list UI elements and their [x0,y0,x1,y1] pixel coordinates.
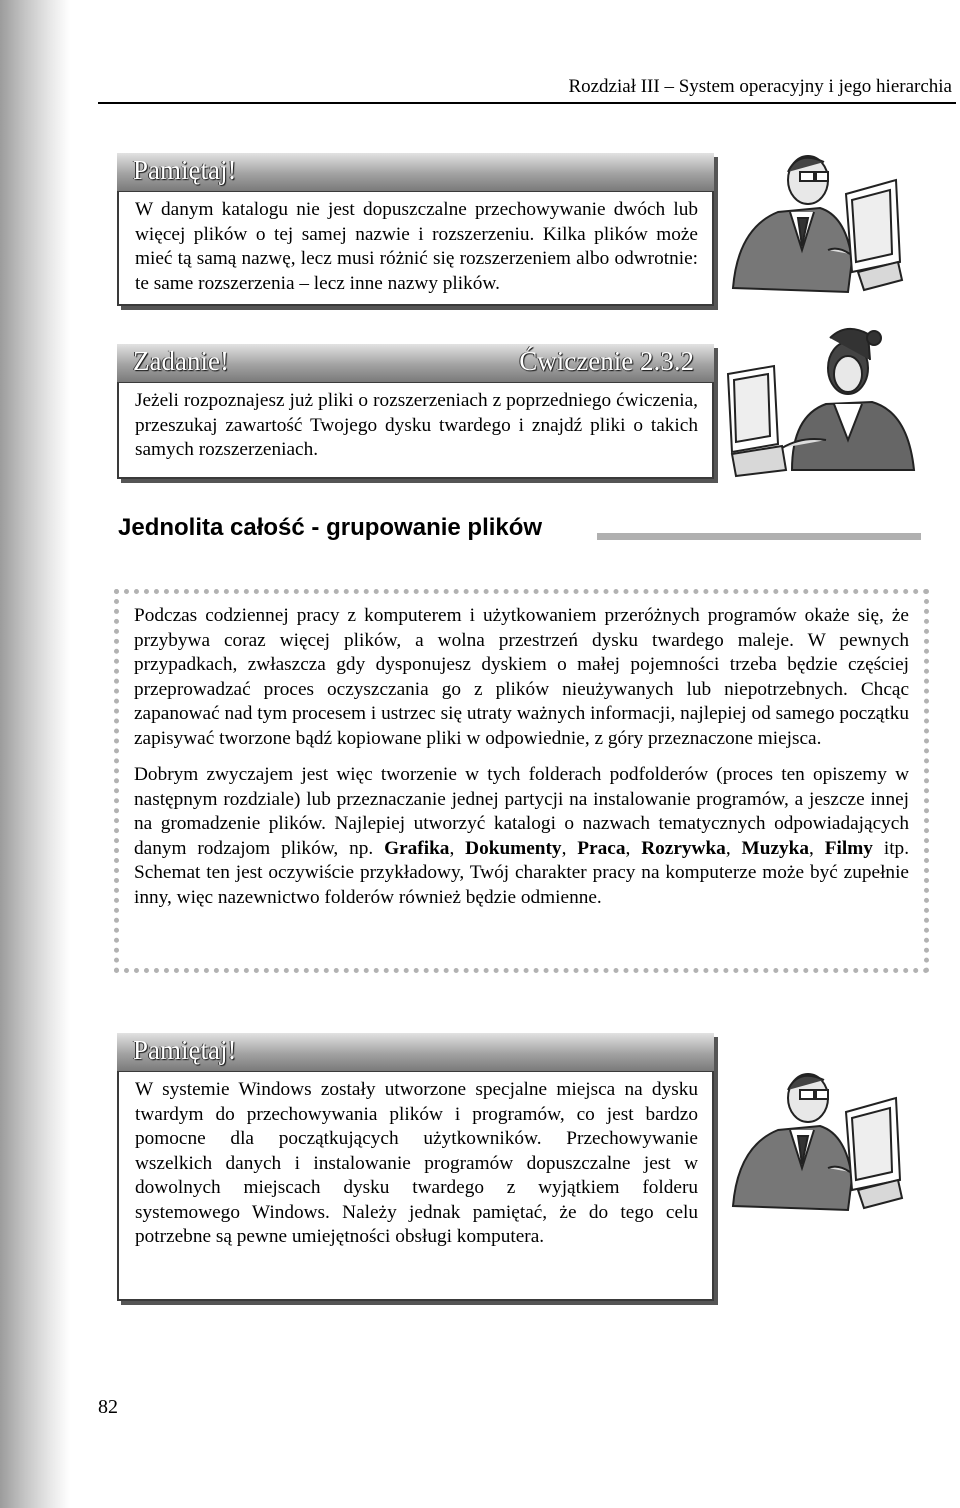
paragraph [134,763,909,910]
header-rule [98,102,956,104]
box-text: W systemie Windows zostały utworzone specjalne miejsca na dysku twardym do przechowywania plików i programów, co jest bardzo pomocne dla początkujących użytkowników. Przechowywanie wszelkich danych i instalowanie programów dopuszczalne jest w dowolnych miejscach dysku twardego z wyjątkiem folderu systemowego Windows. Należy jednak pamiętać, że do tego celu potrzebne są pewne umiejętności obsługi komputera. [135,1079,698,1247]
page-edge-shading [0,0,70,1508]
box-title-bar [117,1033,714,1072]
section-heading: Jednolita całość - grupowanie plików [118,514,543,541]
box-title: Zadanie! [133,346,229,376]
folder-name: Rozrywka [641,837,726,859]
woman-at-computer-illustration [722,320,922,480]
box-title-bar [117,153,714,192]
remember-box-1 [117,153,714,306]
folder-name: Praca [577,837,626,859]
separator: , [449,837,466,859]
separator: , [725,837,742,859]
folder-name: Muzyka [741,837,810,859]
box-text: W danym katalogu nie jest dopuszczalne przechowywanie dwóch lub więcej plików o tej samej nazwie i rozszerzeniu. Kilka plików może mieć tą samą nazwę, lecz musi różnić się rozszerzeniem albo odwrotnie: te same rozszerzenia – lecz inne nazwy plików. [135,199,698,294]
paragraph-intro: Dobrym zwyczajem jest więc tworzenie w tych folderach podfolderów (proces ten opiszemy w następnym rozdziale) lub przeznaczanie jednej partycji na instalowanie programów, a jeszcze innej na gromadzenie plików. Najlepiej utworzyć katalogi o nazwach tematycznych odpowiadających danym rodzajom plików, np. [134,764,909,859]
box-text: Jeżeli rozpoznajesz już pliki o rozszerzeniach z poprzedniego ćwiczenia, przeszukaj zawartość Twojego dysku twardego i znajdź pliki o takich samych rozszerzeniach. [135,390,698,460]
man-at-computer-illustration [728,150,904,298]
box-title: Pamiętaj! [133,155,237,185]
remember-box-2 [117,1033,714,1301]
section-heading-rule [597,533,921,540]
separator: , [561,837,578,859]
folder-name: Filmy [824,837,873,859]
paragraph-outro: itp. Schemat ten jest oczywiście przykładowy, Twój charakter pracy na komputerze może być zupełnie inny, więc nazewnictwo folderów również będzie odmienne. [134,837,910,908]
content-panel-text [134,604,909,922]
folder-name: Dokumenty [465,837,562,859]
separator: , [809,837,825,859]
task-box [117,344,714,479]
man-at-computer-illustration [728,1068,904,1216]
page-number: 82 [98,1396,118,1418]
folder-name: Grafika [384,837,450,859]
running-header: Rozdział III – System operacyjny i jego hierarchia [568,76,952,97]
separator: , [625,837,642,859]
paragraph: Podczas codziennej pracy z komputerem i użytkowaniem przeróżnych programów okaże się, że przybywa coraz więcej plików, a wolna przestrzeń dysku twardego maleje. W pewnych przypadkach, zwłaszcza gdy dysponujesz dyskiem o małej pojemności trzeba będzie częściej przeprowadzać proces oczyszczania go z plików nieużywanych lub niepotrzebnych. Chcąc zapanować nad tym procesem i ustrzec się utraty ważnych informacji, najlepiej od samego początku zapisywać tworzone bądź kopiowane pliki w odpowiednie, z góry przeznaczone miejsca. [134,605,909,749]
exercise-label: Ćwiczenie 2.3.2 [519,346,694,376]
box-title: Pamiętaj! [133,1035,237,1065]
box-title-bar [117,344,714,383]
